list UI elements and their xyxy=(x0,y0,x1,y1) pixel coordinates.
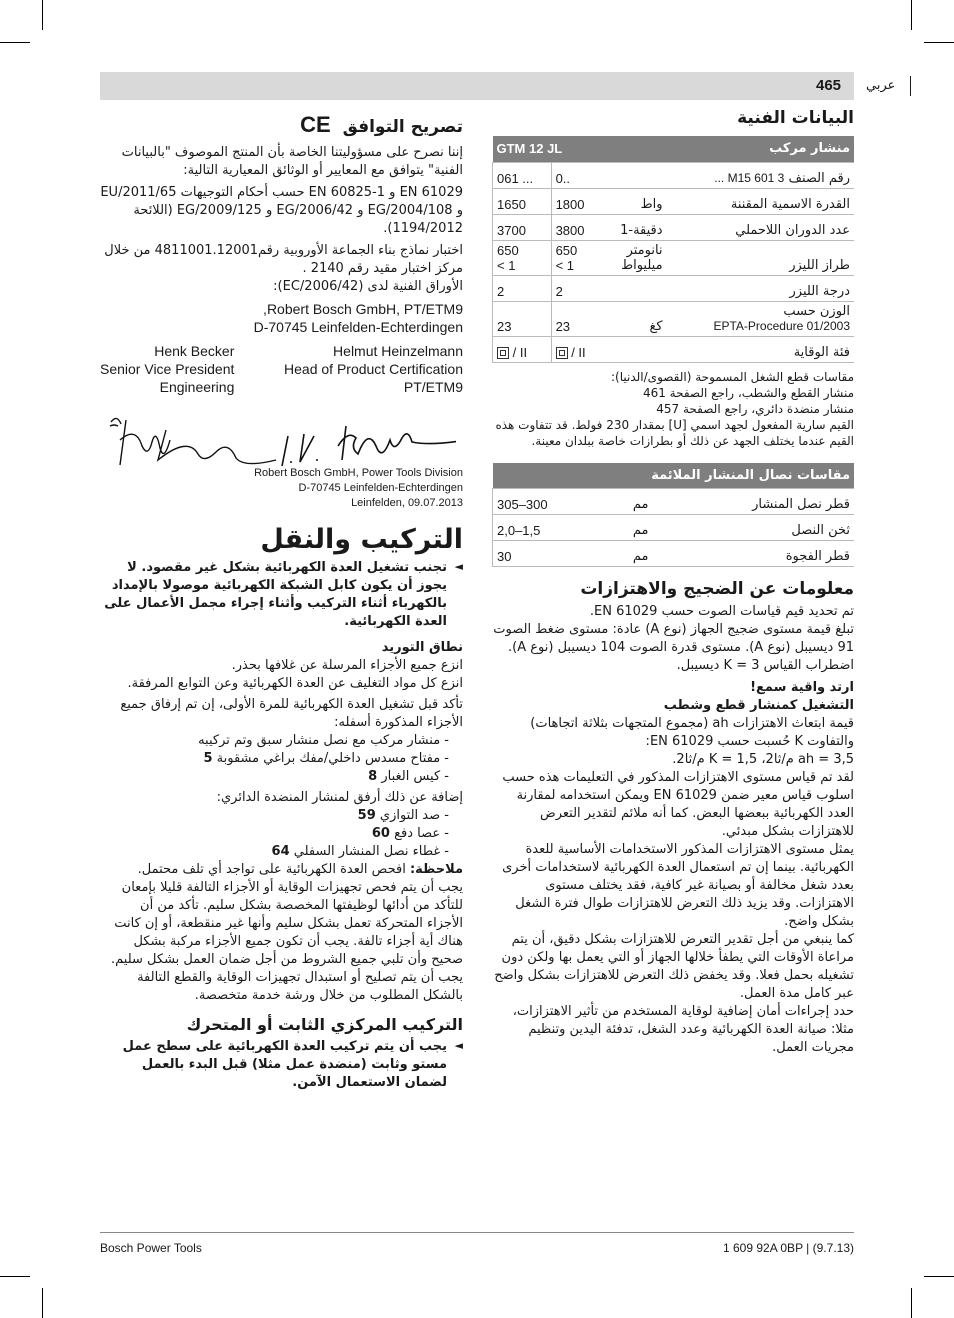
list-item: - عصا دفع 60 xyxy=(371,826,449,841)
assembly-paragraph: يجب أن يتم فحص تجهيزات الوقاية أو الأجزاء التالفة قليلا بإمعان للتأكد من أدائها لوظيفتها المخصصة بشكل سليم. تأكد من أن الأجزاء المتحركة تعمل بشكل سليم وأنها غير منقطعة، أو إن كانت هناك أية أجزاء تالفة. يجب أن تكون جميع الأجزاء مركبة بشكل صحيح وأن تلبي جميع الشروط من أجل ضمان العمل بشكل سليم. xyxy=(111,880,463,967)
assembly-paragraph: انزع كل مواد التغليف عن العدة الكهربائية وعن التوابع المرفقة. xyxy=(127,676,463,691)
table-row xyxy=(493,275,855,301)
header-divider xyxy=(910,76,911,96)
conformity-paragraph: إننا نصرح على مسؤوليتنا الخاصة بأن المنتج الموصوف "بالبيانات الفنية" يتوافق مع المعايير أو الوثائق المعيارية التالية: xyxy=(121,145,463,178)
assembly-title: التركيب والنقل xyxy=(260,524,463,555)
protection-class-icon xyxy=(556,347,568,359)
protection-class-icon xyxy=(497,347,509,359)
crop-mark xyxy=(0,1276,30,1277)
item-text: منشار مركب مع نصل منشار سبق وتم تركيبه xyxy=(198,733,441,748)
row-label: رقم الصنف xyxy=(788,170,850,186)
row-label: طراز الليزر xyxy=(667,240,854,275)
row-label: فئة الوقاية xyxy=(601,336,854,362)
assembly-paragraph: يجب أن يتم تصليح أو استبدال تجهيزات الوقاية والقطع التالفة بالشكل المطلوب من خلال ورشة خدمة متخصصة. xyxy=(137,970,463,1003)
footer-docnum: 1 609 92A 0BP | (9.7.13) xyxy=(723,1241,854,1255)
assembly-paragraph: تأكد قبل تشغيل العدة الكهربائية للمرة الأولى، إن تم إرفاق جميع الأجزاء المذكورة أسفله: xyxy=(120,697,463,730)
noise-title: معلومات عن الضجيج والاهتزازات xyxy=(580,579,854,599)
note-label: ملاحظة: xyxy=(409,862,463,877)
signatory-name: Helmut Heinzelmann xyxy=(333,343,463,359)
warning-text: يجب أن يتم تركيب العدة الكهربائية على سطح عمل مستو وثابت (منضدة عمل مثلا) قبل البدء بالعمل لضمان الاستعمال الآمن. xyxy=(122,1039,447,1090)
value-cell: 23 xyxy=(551,301,601,336)
value-cell: / II xyxy=(571,344,586,360)
issuer-block xyxy=(100,466,463,511)
conformity-title xyxy=(100,112,463,138)
noise-paragraph: لقد تم قياس مستوى الاهتزازات المذكور في التعليمات هذه حسب اسلوب قياس معير ضمن EN 61029 ويمكن استخدامه لمقارنة العدد الكهربائية ببعضها البعض. كما أنه ملائم لتقدير التعرض للاهتزازات بشكل مبدئي. xyxy=(502,770,854,839)
item-text: مفتاح مسدس داخلي/مفك براغي مشقوبة xyxy=(216,751,441,766)
row-unit: كغ xyxy=(601,301,666,336)
note-line: القيم سارية المفعول لجهد اسمي [U] بمقدار 230 فولط. قد تتفاوت هذه القيم عندما يختلف الجهد عن ذلك أو بطرازات خاصة ببلدان معينة. xyxy=(495,417,854,448)
list-item: - غطاء نصل المنشار السفلي 64 xyxy=(271,844,449,859)
assembly-warning xyxy=(100,559,463,631)
scope-title: نطاق التوريد xyxy=(381,640,463,655)
list-item: - كيس الغبار 8 xyxy=(368,769,449,784)
left-column xyxy=(100,112,463,1092)
crop-mark xyxy=(42,0,43,30)
row-label: الوزن حسب xyxy=(783,303,850,319)
warning-text: تجنب تشغيل العدة الكهربائية بشكل غير مقصود. لا يجوز أن يكون كابل الشبكة الكهربائية موصولا بالإمداد بالكهرباء أثناء التركيب وأثناء إجراء مجمل الأعمال على العدة الكهربائية. xyxy=(104,560,447,629)
table-row xyxy=(493,541,855,567)
row-unit: واط xyxy=(601,188,666,214)
table-row xyxy=(493,240,855,275)
value-cell: 1800 xyxy=(551,188,601,214)
note-paragraph xyxy=(100,861,463,879)
item-text: كيس الغبار xyxy=(381,769,441,784)
note-line: مقاسات قطع الشغل المسموحة (القصوى/الدنيا): xyxy=(611,369,854,384)
item-text: غطاء نصل المنشار السفلي xyxy=(293,844,441,859)
crop-mark xyxy=(42,1288,43,1318)
row-unit: نانومتر xyxy=(626,242,663,258)
table-row xyxy=(493,301,855,336)
value-cell: < 1 xyxy=(555,257,575,273)
note-line: منشار منضدة دائري، راجع الصفحة 457 xyxy=(656,401,854,416)
row-unit: مم xyxy=(608,541,653,567)
warning-bullet-icon: ◄ xyxy=(454,1039,463,1052)
row-unit: دقيقة-1 xyxy=(601,214,666,240)
noise-paragraph: يمثل مستوى الاهتزازات المذكور الاستخدامات الأساسية للعدة الكهربائية. بينما إن تم استعمال العدة الكهربائية لاستخدامات أخرى بعدد شغل مخالفة أو بصيانة غير كافية، فقد يختلف مستوى الاهتزازات. وقد يزيد ذلك التعرض للاهتزازات طوال فترة الشغل بشكل واضح. xyxy=(502,842,854,929)
fixed-warning xyxy=(100,1038,463,1092)
table-header-model: GTM 12 JL xyxy=(493,136,602,162)
value-cell: 1650 xyxy=(493,188,552,214)
value-cell: / II xyxy=(512,344,528,360)
value-cell: 2 xyxy=(551,275,601,301)
signatory-right xyxy=(284,342,463,396)
signatory-role: Senior Vice President xyxy=(100,361,235,377)
crop-mark xyxy=(0,42,30,43)
signatory-left xyxy=(100,342,234,396)
signatories xyxy=(100,342,463,396)
signatory-role: Head of Product Certification xyxy=(284,361,463,377)
value-cell: 061 ... xyxy=(493,162,552,188)
signatory-name: Henk Becker xyxy=(154,343,235,359)
signatory-dept: PT/ETM9 xyxy=(403,379,463,395)
table-row xyxy=(493,489,855,515)
value-cell: 650 xyxy=(497,242,519,258)
crop-mark xyxy=(924,1276,954,1277)
tech-data-title: البيانات الفنية xyxy=(737,108,854,128)
row-label-code: 3 601 M15 ... xyxy=(714,170,785,185)
handwritten-signatures xyxy=(106,412,456,472)
conformity-paragraph: اختبار نماذج بناء الجماعة الأوروبية رقم4811001.12001 من خلال مركز اختبار مقيد رقم 2140 . xyxy=(104,243,463,276)
conformity-paragraph: الأوراق الفنية لدى (2006/42/EC): xyxy=(273,279,463,294)
issuer-line: Robert Bosch GmbH, Power Tools Division xyxy=(254,467,463,479)
note-text: افحص العدة الكهربائية على تواجد أي تلف محتمل. xyxy=(137,862,410,877)
vibration-value: ah = 3,5 م/ثا2، K = 1,5 م/ثا2. xyxy=(672,752,854,767)
item-number: 5 xyxy=(203,751,213,766)
crop-mark xyxy=(911,1288,912,1318)
table-row xyxy=(493,515,855,541)
list-item: - مفتاح مسدس داخلي/مفك براغي مشقوبة 5 xyxy=(203,751,449,766)
value-cell: 2,0–1,5 xyxy=(493,515,608,541)
value-cell: 23 xyxy=(493,301,552,336)
note-line: منشار القطع والشطب، راجع الصفحة 461 xyxy=(642,385,854,400)
row-unit: مم xyxy=(608,515,653,541)
item-number: 60 xyxy=(371,826,390,841)
language-label: عربي xyxy=(866,78,896,93)
blade-table xyxy=(492,463,854,568)
value-cell: 305–300 xyxy=(493,489,608,515)
row-label: قطر الفجوة xyxy=(652,541,854,567)
scope-list-2 xyxy=(100,807,463,861)
value-cell: 0.. xyxy=(551,162,601,188)
row-label: قطر نصل المنشار xyxy=(652,489,854,515)
noise-paragraph: كما ينبغي من أجل تقدير التعرض للاهتزازات بشكل دقيق، أن يتم مراعاة الأوقات التي يطفأ خلالها الجهاز أو التي يعمل بها ولكن دون تشغيله بحمل فعلا. وقد يخفض ذلك التعرض للاهتزازات بشكل واضح عبر كامل مدة العمل. xyxy=(494,932,854,1001)
table-row xyxy=(493,336,855,362)
item-number: 59 xyxy=(357,808,376,823)
noise-paragraph: تم تحديد قيم قياسات الصوت حسب EN 61029. xyxy=(589,604,854,619)
row-label-sub: EPTA-Procedure 01/2003 xyxy=(713,318,850,333)
ear-protection-warning: ارتد واقية سمع! xyxy=(750,680,854,695)
tech-notes xyxy=(492,369,854,449)
table-header-row xyxy=(493,136,855,162)
footer-rule xyxy=(100,1232,854,1233)
value-cell: < 1 xyxy=(497,257,516,273)
item-number: 64 xyxy=(271,844,290,859)
value-cell: 30 xyxy=(493,541,608,567)
row-unit: ميليواط xyxy=(621,257,663,273)
scope-list xyxy=(100,732,463,786)
conformity-paragraph: EN 61029 و EN 60825-1 حسب أحكام التوجيهات 2011/65/EU و 2004/108/EG و 2006/42/EG و 2009/125/EG (اللائحة 1194/2012). xyxy=(100,185,463,236)
page-header xyxy=(100,72,896,100)
page-number: 465 xyxy=(816,77,842,94)
address-line: Robert Bosch GmbH, PT/ETM9, xyxy=(263,301,463,317)
conformity-title-text: تصريح التوافق xyxy=(342,117,463,137)
item-number: 8 xyxy=(368,769,378,784)
table-header-label: منشار مركب xyxy=(601,136,854,162)
mode-heading: التشغيل كمنشار قطع وشطب xyxy=(663,698,854,713)
assembly-paragraph: انزع جميع الأجزاء المرسلة عن غلافها بحذر. xyxy=(231,658,463,673)
crop-mark xyxy=(911,0,912,30)
tech-data-table xyxy=(492,136,854,363)
value-cell: 3800 xyxy=(551,214,601,240)
noise-paragraph: حدد إجراءات أمان إضافية لوقاية المستخدم من تأثير الاهتزازات، مثلا: صيانة العدة الكهربائية وعدد الشغل، تدفئة اليدين وتنظيم مجريات العمل. xyxy=(512,1004,854,1055)
table-row xyxy=(493,162,855,188)
value-cell: 650 xyxy=(555,242,578,258)
address-line: D-70745 Leinfelden-Echterdingen xyxy=(253,319,463,335)
table-row xyxy=(493,188,855,214)
row-unit: مم xyxy=(608,489,653,515)
issuer-line: D-70745 Leinfelden-Echterdingen xyxy=(298,482,463,494)
row-label: عدد الدوران اللاحملي xyxy=(667,214,854,240)
table-row xyxy=(493,214,855,240)
noise-paragraph: قيمة ابتعاث الاهتزازات ah (مجموع المتجهات بثلاثة اتجاهات) والتفاوت K حُسبت حسب EN 61029: xyxy=(530,716,854,749)
value-cell: 3700 xyxy=(493,214,552,240)
row-label: القدرة الاسمية المقننة xyxy=(667,188,854,214)
list-item: - منشار مركب مع نصل منشار سبق وتم تركيبه xyxy=(198,733,449,748)
issuer-line: Leinfelden, 09.07.2013 xyxy=(351,497,463,509)
row-label: درجة الليزر xyxy=(601,275,854,301)
ce-mark-icon: CE xyxy=(300,112,331,137)
crop-mark xyxy=(924,42,954,43)
item-text: صد التوازي xyxy=(379,808,441,823)
fixed-assembly-title: التركيب المركزي الثابت أو المتحرك xyxy=(186,1015,463,1034)
assembly-paragraph: إضافة عن ذلك أرفق لمنشار المنضدة الدائري: xyxy=(216,790,463,805)
address xyxy=(100,300,463,336)
list-item: - صد التوازي 59 xyxy=(357,808,449,823)
row-label: ثخن النصل xyxy=(652,515,854,541)
warning-bullet-icon: ◄ xyxy=(454,560,463,573)
footer-brand: Bosch Power Tools xyxy=(100,1241,202,1255)
right-column xyxy=(492,108,854,1057)
signatory-dept: Engineering xyxy=(159,379,235,395)
blade-table-header: مقاسات نصال المنشار الملائمة xyxy=(493,463,855,489)
value-cell: 2 xyxy=(493,275,552,301)
item-text: عصا دفع xyxy=(394,826,441,841)
noise-paragraph: تبلغ قيمة مستوى ضجيج الجهاز (نوع A) عادة: مستوى ضغط الصوت 91 ديسيبل (نوع A). مستوى قدرة الصوت 104 ديسيبل (نوع A). اضطراب القياس K = 3 ديسيبل. xyxy=(493,622,854,673)
